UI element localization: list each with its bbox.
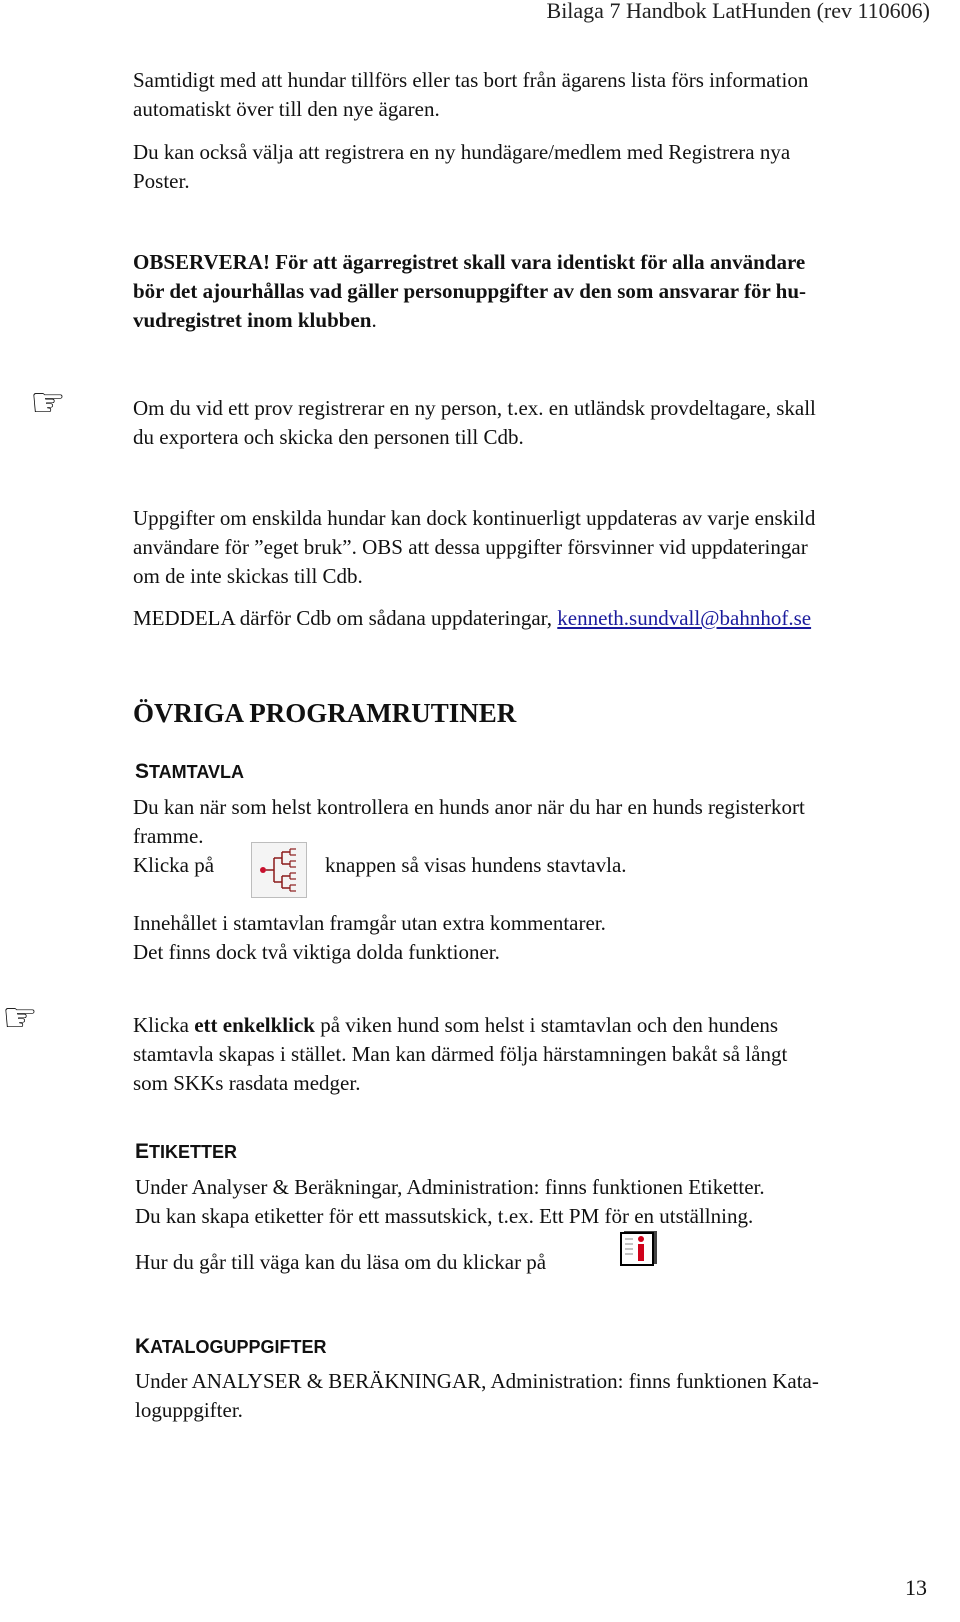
pedigree-tree-icon	[252, 843, 306, 897]
observera-note	[133, 248, 806, 335]
page-number: 13	[905, 1575, 927, 1600]
pointing-hand-icon: ☞	[2, 995, 38, 1041]
text-line	[133, 1011, 787, 1040]
stamtavla-content	[133, 909, 606, 967]
click-instruction-after: knappen så visas hundens stavtavla.	[325, 853, 627, 877]
stamtavla-heading	[135, 760, 244, 784]
katalog-heading	[135, 1335, 327, 1359]
heading-rest: TAMTAVLA	[149, 762, 244, 782]
text-span: på viken hund som helst i stamtavlan och den hundens	[314, 1013, 779, 1037]
text-line: som SKKs rasdata medger.	[133, 1071, 361, 1095]
section-title: ÖVRIGA PROGRAMRUTINER	[133, 698, 517, 728]
info-document-icon	[619, 1230, 659, 1268]
paragraph-owner-transfer	[133, 66, 808, 124]
text-line: Du kan skapa etiketter för ett massutskick, t.ex. Ett PM för en utställning.	[135, 1204, 754, 1228]
note-single-click	[133, 1011, 787, 1098]
heading-rest: ATALOGUPPGIFTER	[150, 1337, 327, 1357]
click-instruction-before: Klicka på	[133, 853, 215, 877]
text-line: du exportera och skicka den personen till Cdb.	[133, 425, 524, 449]
text-line: om de inte skickas till Cdb.	[133, 564, 363, 588]
stamtavla-intro	[133, 793, 805, 851]
text-line: Poster.	[133, 169, 190, 193]
etiketter-heading	[135, 1140, 237, 1164]
pointing-hand-icon: ☞	[30, 380, 66, 426]
text-line: Under Analyser & Beräkningar, Administration: finns funktionen Etiketter.	[135, 1175, 765, 1199]
text-line	[133, 306, 806, 335]
text-line: Det finns dock två viktiga dolda funktioner.	[133, 940, 500, 964]
text-line: Uppgifter om enskilda hundar kan dock kontinuerligt uppdateras av varje enskild	[133, 506, 816, 530]
heading-rest: TIKETTER	[149, 1142, 238, 1162]
etiketter-info-instruction: Hur du går till väga kan du läsa om du klickar på	[135, 1250, 547, 1274]
text-line: användare för ”eget bruk”. OBS att dessa uppgifter försvinner vid uppdateringar	[133, 535, 808, 559]
heading-initial: K	[135, 1335, 151, 1358]
etiketter-text	[135, 1173, 765, 1231]
observera-bold-end: vudregistret inom klubben	[133, 308, 372, 332]
text-line: Innehållet i stamtavlan framgår utan extra kommentarer.	[133, 911, 606, 935]
note-export-person	[133, 394, 816, 452]
meddela-text: MEDDELA därför Cdb om sådana uppdateringar,	[133, 606, 558, 630]
text-line: Samtidigt med att hundar tillförs eller tas bort från ägarens lista förs information	[133, 68, 809, 92]
text-line: OBSERVERA! För att ägarregistret skall vara identiskt för alla användare	[133, 250, 806, 274]
katalog-text	[135, 1367, 819, 1425]
page-header: Bilaga 7 Handbok LatHunden (rev 110606)	[546, 0, 930, 23]
info-button[interactable]	[619, 1230, 659, 1268]
paragraph-register-new	[133, 138, 790, 196]
paragraph-own-use	[133, 504, 815, 591]
text-line: Du kan också välja att registrera en ny hundägare/medlem med Registrera nya	[133, 140, 791, 164]
text-line: bör det ajourhållas vad gäller personuppgifter av den som ansvarar för hu-	[133, 279, 807, 303]
text-line: Du kan när som helst kontrollera en hunds anor när du har en hunds registerkort	[133, 795, 805, 819]
heading-initial: S	[135, 760, 150, 783]
text-line: automatiskt över till den nye ägaren.	[133, 97, 440, 121]
heading-initial: E	[135, 1140, 150, 1163]
text-line: Om du vid ett prov registrerar en ny person, t.ex. en utländsk provdeltagare, skall	[133, 396, 816, 420]
bold-span: ett enkelklick	[194, 1013, 315, 1037]
text-line: framme.	[133, 824, 204, 848]
text-line: loguppgifter.	[135, 1398, 243, 1422]
text-span: Klicka	[133, 1013, 195, 1037]
observera-period: .	[371, 308, 377, 332]
text-line: Under ANALYSER & BERÄKNINGAR, Administration: finns funktionen Kata-	[135, 1369, 819, 1393]
text-line: stamtavla skapas i stället. Man kan därmed följa härstamningen bakåt så långt	[133, 1042, 788, 1066]
meddela-line	[133, 604, 811, 633]
pedigree-button[interactable]	[251, 842, 307, 898]
email-link[interactable]: kenneth.sundvall@bahnhof.se	[557, 606, 812, 630]
